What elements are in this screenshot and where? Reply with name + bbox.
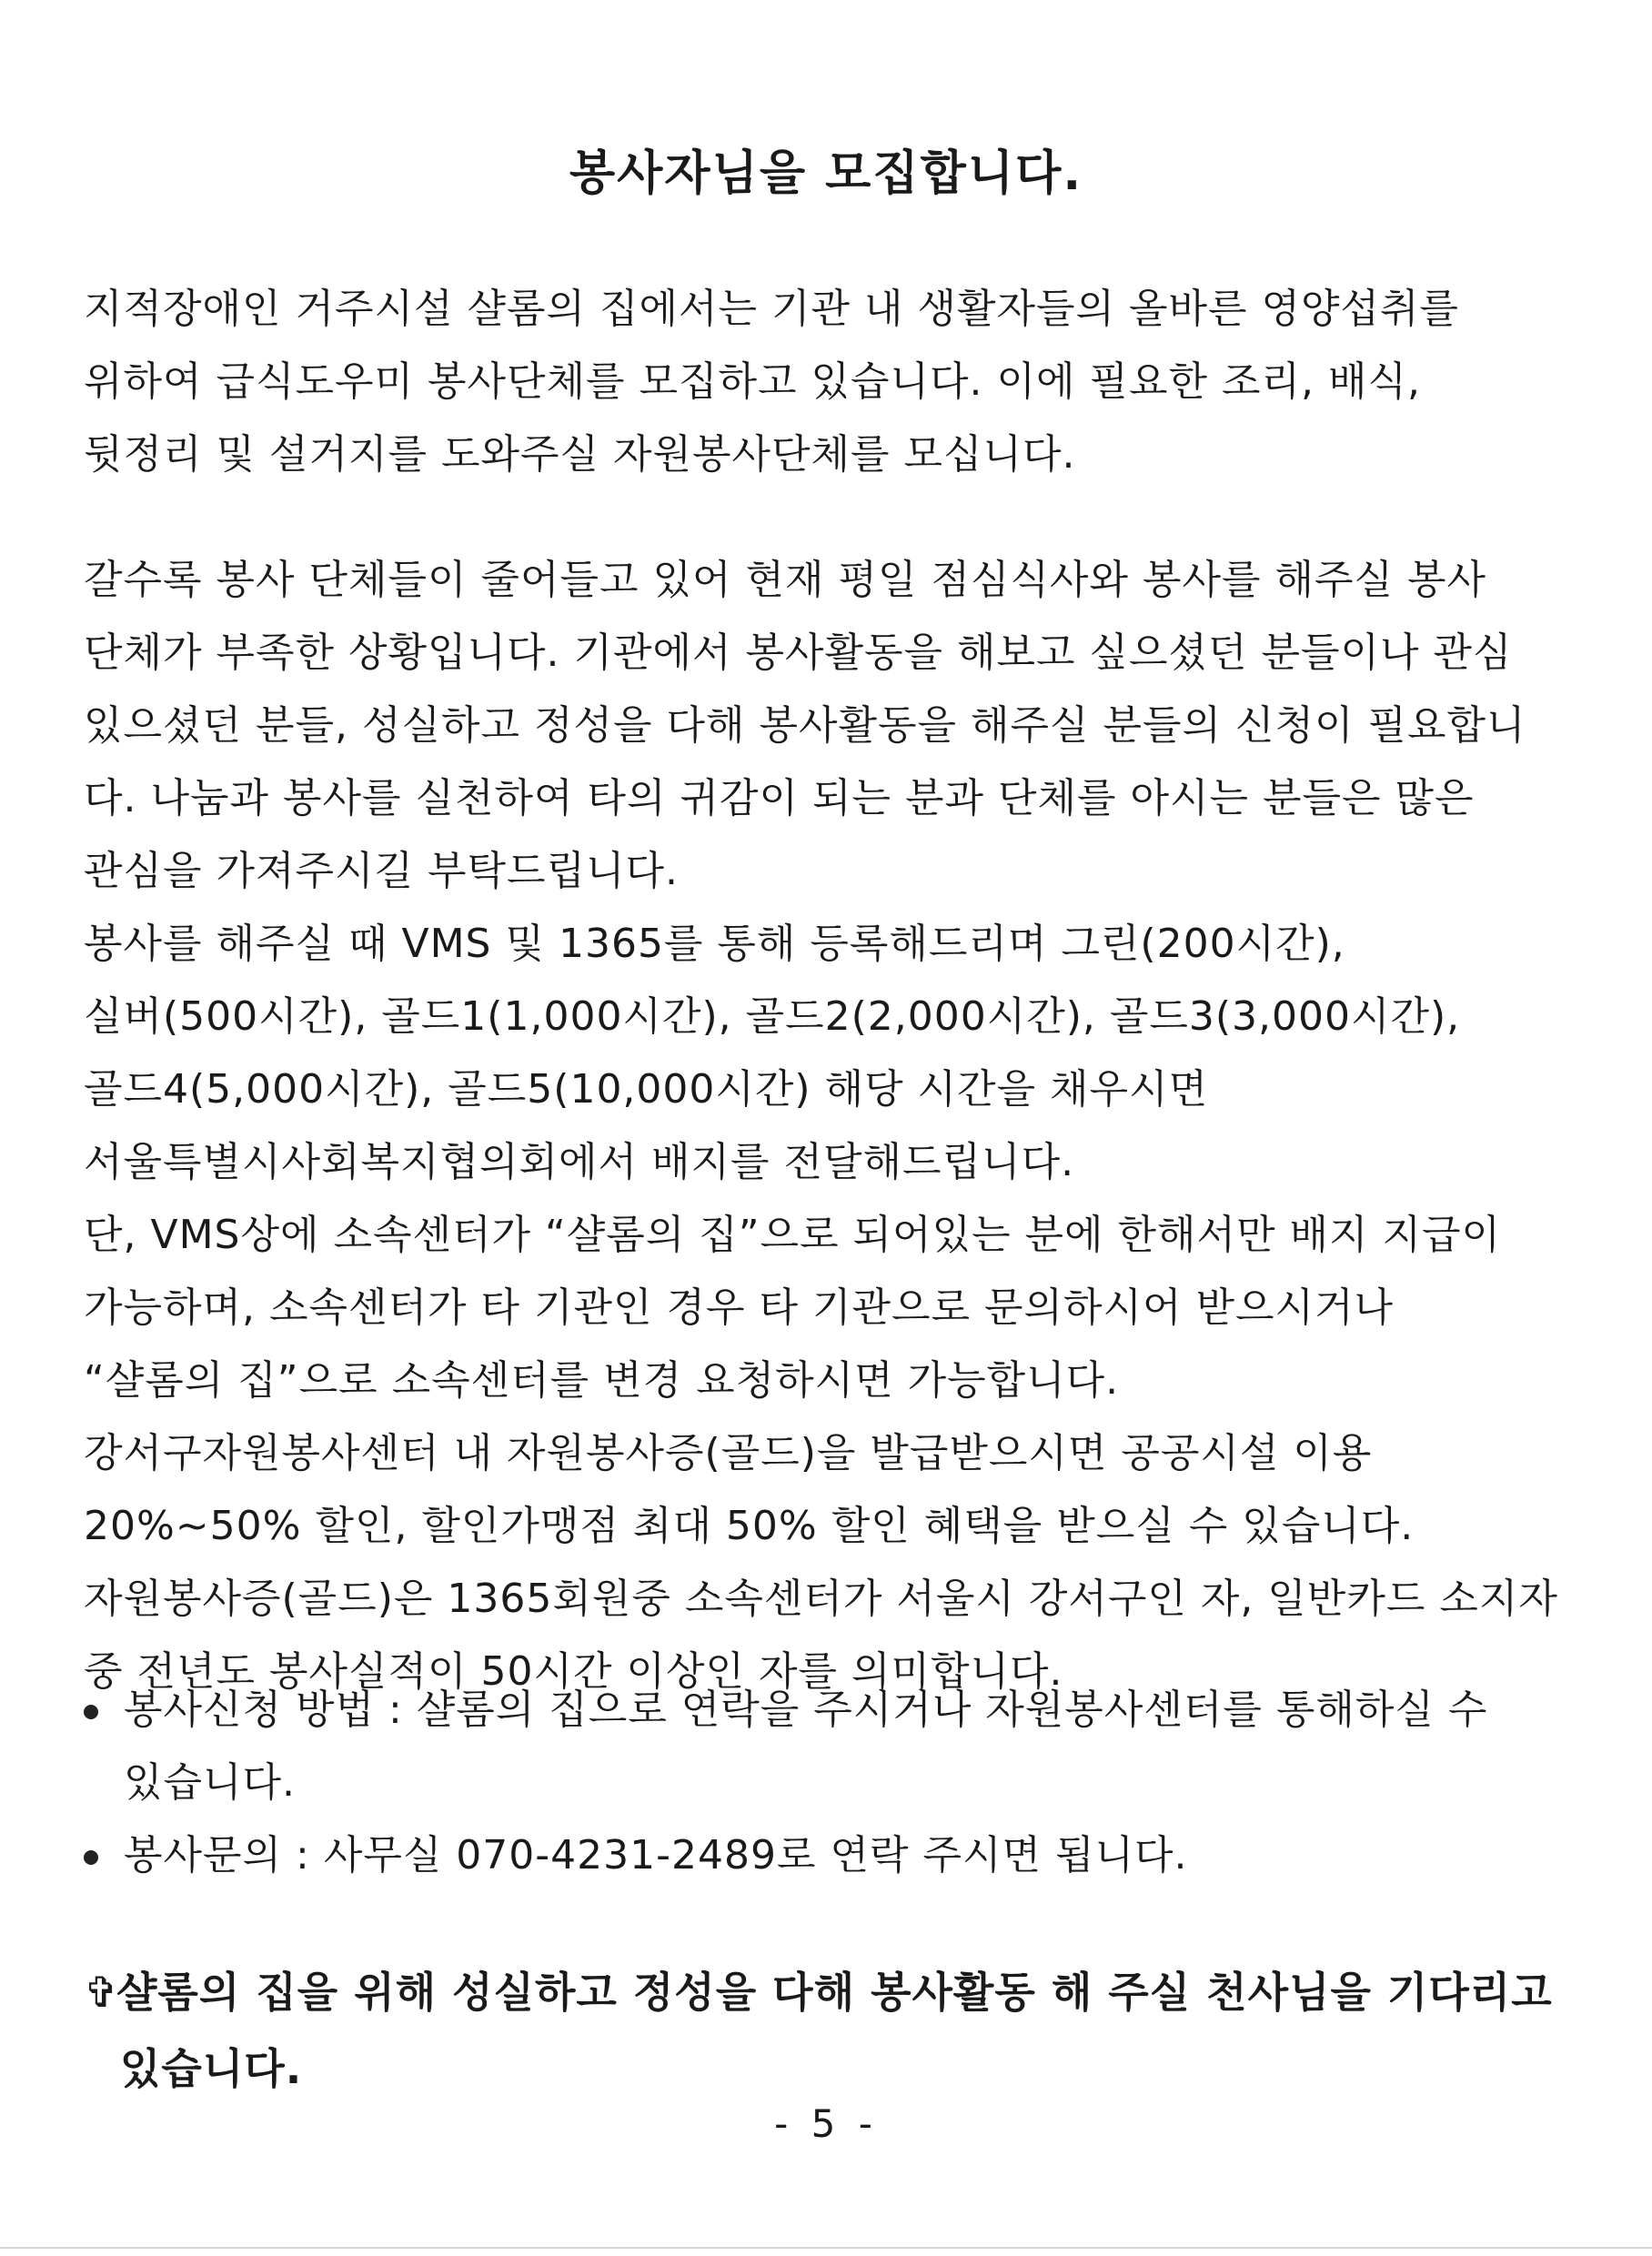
body-paragraph (84, 544, 1558, 1708)
bullet-line: 있습니다. (124, 1759, 297, 1806)
body-line: 갈수록 봉사 단체들이 줄어들고 있어 현재 평일 점심식사와 봉사를 해주실 봉사 (84, 557, 1486, 603)
page-number: - 5 - (774, 2101, 878, 2146)
body-line: 가능하며, 소속센터가 타 기관인 경우 타 기관으로 문의하시어 받으시거나 (84, 1284, 1394, 1331)
bullet-line: 봉사문의 : 사무실 070-4231-2489로 연락 주시면 됩니다. (124, 1832, 1188, 1878)
bullet-dot-icon (84, 1850, 98, 1865)
body-line: 단, VMS상에 소속센터가 “샬롬의 집”으로 되어있는 분에 한해서만 배지 지급이 (84, 1212, 1502, 1258)
page-title: 봉사자님을 모집합니다. (569, 146, 1083, 201)
body-line: 중 전년도 봉사실적이 50시간 이상인 자를 의미합니다. (84, 1648, 1063, 1695)
body-line: 강서구자원봉사센터 내 자원봉사증(골드)을 발급받으시면 공공시설 이용 (84, 1430, 1373, 1476)
list-item (73, 1819, 1474, 1892)
body-line: 20%~50% 할인, 할인가맹점 최대 50% 할인 혜택을 받으실 수 있습니다. (84, 1503, 1415, 1549)
body-line: 서울특별시사회복지협의회에서 배지를 전달해드립니다. (84, 1139, 1075, 1185)
body-line: 관심을 가져주시길 부탁드립니다. (84, 848, 680, 894)
list-item (73, 1674, 1488, 1819)
body-line: 봉사를 해주실 때 VMS 및 1365를 통해 등록해드리며 그린(200시간), (84, 921, 1345, 967)
body-line: 실버(500시간), 골드1(1,000시간), 골드2(2,000시간), 골드3(3,000시간), (84, 993, 1461, 1040)
intro-paragraph (84, 273, 1466, 491)
body-line: 골드4(5,000시간), 골드5(10,000시간) 해당 시간을 채우시면 (84, 1066, 1209, 1113)
intro-line: 위하여 급식도우미 봉사단체를 모집하고 있습니다. 이에 필요한 조리, 배식, (84, 358, 1421, 405)
page-bottom-divider (0, 2247, 1652, 2249)
body-line: 자원봉사증(골드)은 1365회원중 소속센터가 서울시 강서구인 자, 일반카드 소지자 (84, 1576, 1558, 1622)
cross-icon: ✞ (84, 1968, 120, 2017)
bullet-dot-icon (84, 1705, 98, 1719)
body-line: 있으셨던 분들, 성실하고 정성을 다해 봉사활동을 해주실 분들의 신청이 필요합니 (84, 702, 1526, 749)
closing-message (84, 1954, 1553, 2107)
closing-line: 있습니다. (120, 2044, 303, 2093)
intro-line: 뒷정리 및 설거지를 도와주실 자원봉사단체를 모십니다. (84, 431, 1076, 478)
bullet-line: 봉사신청 방법 : 샬롬의 집으로 연락을 주시거나 자원봉사센터를 통해하실 수 (124, 1687, 1488, 1733)
intro-line: 지적장애인 거주시설 샬롬의 집에서는 기관 내 생활자들의 올바른 영양섭취를 (84, 286, 1460, 332)
closing-line: 샬롬의 집을 위해 성실하고 정성을 다해 봉사활동 해 주실 천사님을 기다리고 (116, 1968, 1553, 2017)
body-line: “샬롬의 집”으로 소속센터를 변경 요청하시면 가능합니다. (84, 1357, 1120, 1404)
body-line: 다. 나눔과 봉사를 실천하여 타의 귀감이 되는 분과 단체를 아시는 분들은 많은 (84, 775, 1475, 821)
info-bullet-list (73, 1674, 1488, 1892)
body-line: 단체가 부족한 상황입니다. 기관에서 봉사활동을 해보고 싶으셨던 분들이나 관심 (84, 629, 1513, 676)
